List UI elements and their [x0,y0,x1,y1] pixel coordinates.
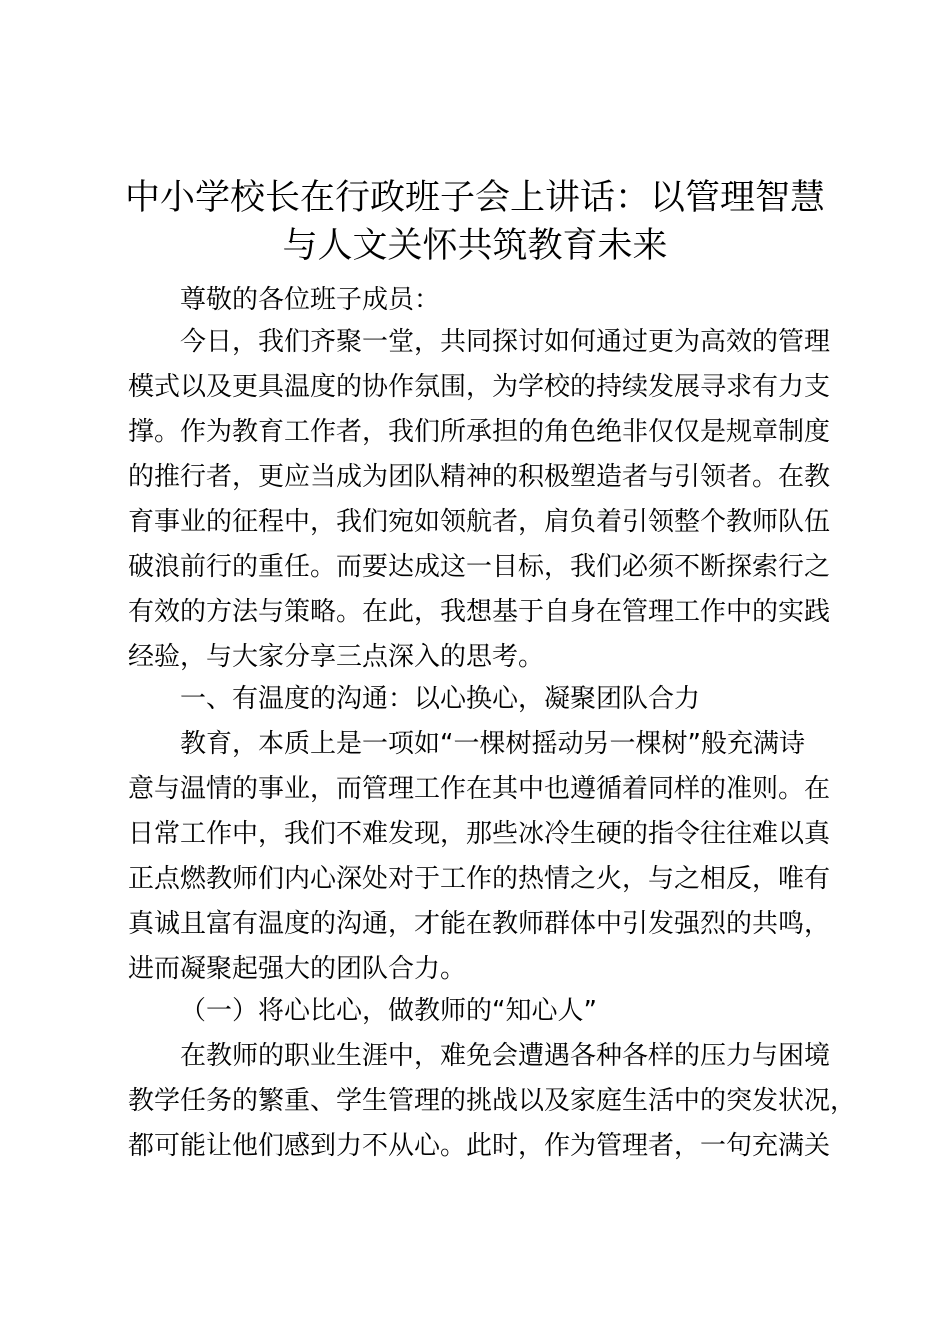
paragraph-3-line: 在教师的职业生涯中，难免会遭遇各种各样的压力与困境 [180,1041,831,1071]
paragraph-1-line: 撑。作为教育工作者，我们所承担的角色绝非仅仅是规章制度 [128,417,831,447]
paragraph-1-line: 模式以及更具温度的协作氛围，为学校的持续发展寻求有力支 [128,372,831,402]
paragraph-3-line: 教学任务的繁重、学生管理的挑战以及家庭生活中的突发状况， [128,1086,857,1116]
document-title-line-1: 中小学校长在行政班子会上讲话：以管理智慧 [124,178,825,218]
paragraph-2-line: 意与温情的事业，而管理工作在其中也遵循着同样的准则。在 [128,774,831,804]
paragraph-2-line: 真诚且富有温度的沟通，才能在教师群体中引发强烈的共鸣， [128,909,831,939]
document-title-line-2: 与人文关怀共筑教育未来 [282,226,668,266]
salutation: 尊敬的各位班子成员： [180,285,441,315]
paragraph-2-line: 教育，本质上是一项如“一棵树摇动另一棵树”般充满诗 [180,729,805,759]
paragraph-1-line: 有效的方法与策略。在此，我想基于自身在管理工作中的实践 [128,597,831,627]
paragraph-2-line: 进而凝聚起强大的团队合力。 [128,954,467,984]
paragraph-2-line: 日常工作中，我们不难发现，那些冰冷生硬的指令往往难以真 [128,819,831,849]
paragraph-2-line: 正点燃教师们内心深处对于工作的热情之火，与之相反，唯有 [128,864,831,894]
paragraph-1-line: 的推行者，更应当成为团队精神的积极塑造者与引领者。在教 [128,462,831,492]
paragraph-3-line: 都可能让他们感到力不从心。此时，作为管理者，一句充满关 [128,1131,831,1161]
paragraph-1-line: 破浪前行的重任。而要达成这一目标，我们必须不断探索行之 [128,552,831,582]
paragraph-1-line: 育事业的征程中，我们宛如领航者，肩负着引领整个教师队伍 [128,507,831,537]
subsection-heading-1: （一）将心比心，做教师的“知心人” [180,996,597,1026]
section-heading-1: 一、有温度的沟通：以心换心，凝聚团队合力 [180,684,701,714]
paragraph-1-line: 经验，与大家分享三点深入的思考。 [128,642,545,672]
paragraph-1-line: 今日，我们齐聚一堂，共同探讨如何通过更为高效的管理 [180,327,831,357]
